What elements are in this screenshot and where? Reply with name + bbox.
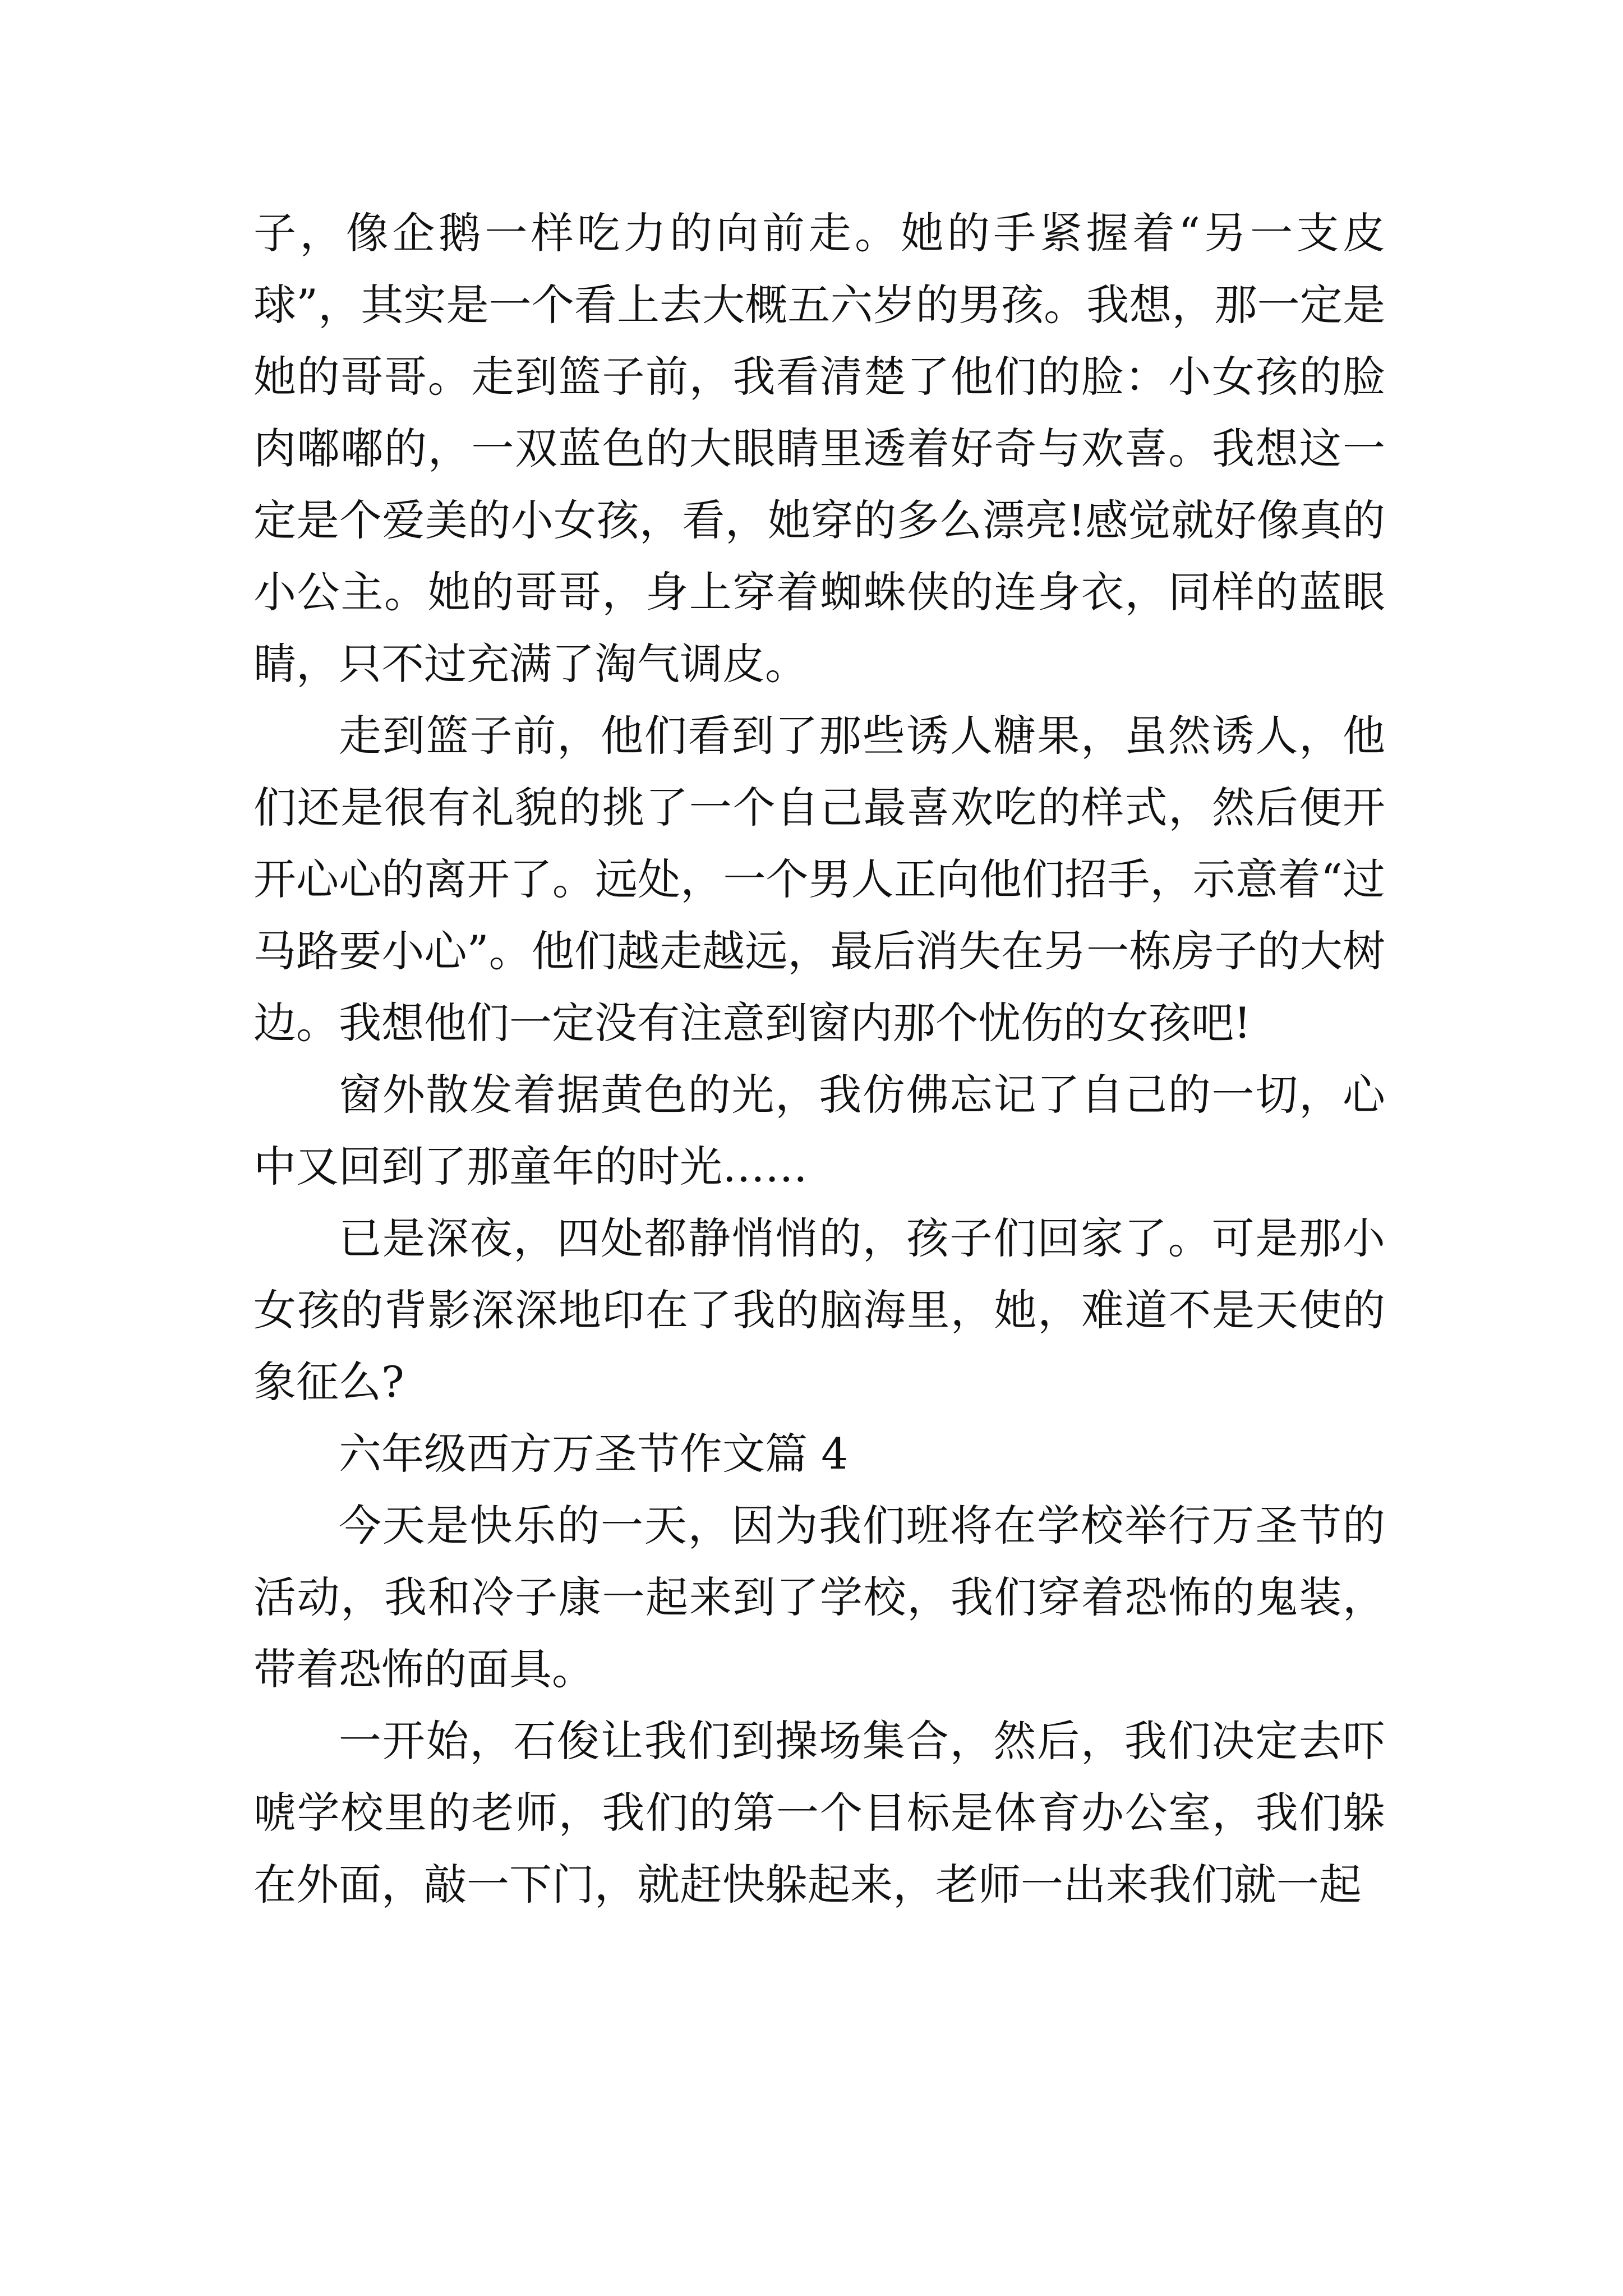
paragraph-continuation: 子，像企鹅一样吃力的向前走。她的手紧握着“另一支皮球”，其实是一个看上去大概五六岁的男孩。我想，那一定是她的哥哥。走到篮子前，我看清楚了他们的脸：小女孩的脸肉嘟嘟的，一双蓝色的大眼睛里透着好奇与欢喜。我想这一定是个爱美的小女孩，看，她穿的多么漂亮!感觉就好像真的小公主。她的哥哥，身上穿着蜘蛛侠的连身衣，同样的蓝眼睛，只不过充满了淘气调皮。 xyxy=(253,208,1385,689)
paragraph-candy-basket: 走到篮子前，他们看到了那些诱人糖果，虽然诱人，他们还是很有礼貌的挑了一个自己最喜欢吃的样式，然后便开开心心的离开了。远处，一个男人正向他们招手，示意着“过马路要小心”。他们越走越远，最后消失在另一栋房子的大树边。我想他们一定没有注意到窗内那个忧伤的女孩吧! xyxy=(253,711,1385,1048)
paragraph-happy-day: 今天是快乐的一天，因为我们班将在学校举行万圣节的活动，我和冷子康一起来到了学校，我们穿着恐怖的鬼装，带着恐怖的面具。 xyxy=(253,1501,1385,1694)
section-heading: 六年级西方万圣节作文篇 4 xyxy=(339,1429,849,1479)
document-body xyxy=(253,197,1385,1921)
paragraph-late-night: 已是深夜，四处都静悄悄的，孩子们回家了。可是那小女孩的背影深深地印在了我的脑海里，她，难道不是天使的象征么? xyxy=(253,1213,1385,1407)
paragraph-playground: 一开始，石俊让我们到操场集合，然后，我们决定去吓唬学校里的老师，我们的第一个目标是体育办公室，我们躲在外面，敲一下门，就赶快躲起来，老师一出来我们就一起 xyxy=(253,1716,1385,1910)
paragraph-window-light: 窗外散发着据黄色的光，我仿佛忘记了自己的一切，心中又回到了那童年的时光…… xyxy=(253,1070,1385,1191)
